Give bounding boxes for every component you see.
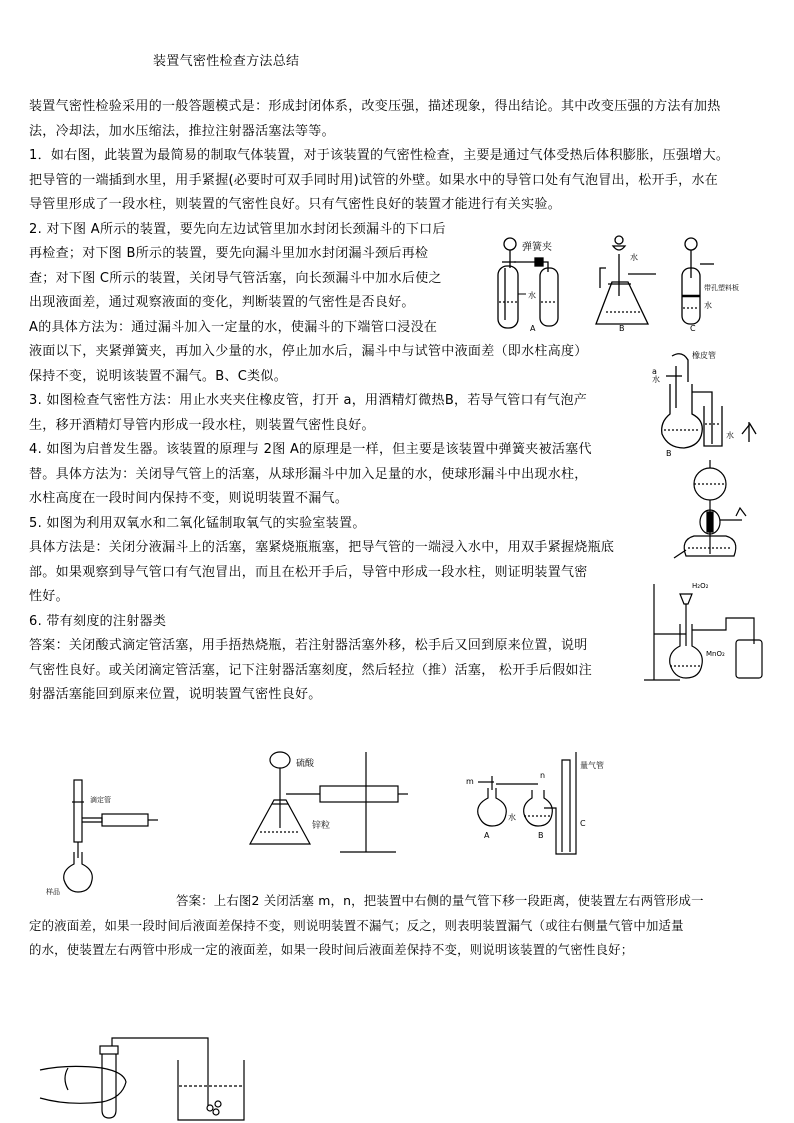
fig-label-b: B: [538, 831, 544, 840]
text-line: 3. 如图检查气密性方法：用止水夹夹住橡皮管，打开 a，用酒精灯微热B，若导气管口有气泡产: [29, 393, 588, 408]
fig-label-water-b: 水: [630, 253, 638, 262]
fig-label-water: 水: [508, 813, 516, 822]
figure-acid-zinc: [236, 748, 412, 858]
text-line: 生，移开酒精灯导管内形成一段水柱，则装置气密性良好。: [29, 417, 375, 433]
text-line: 部。如果观察到导气管口有气泡冒出，而且在松开手后，导管中形成一段水柱，则证明装置气密: [29, 564, 588, 580]
text-line: 出现液面差，通过观察液面的变化，判断装置的气密性是否良好。: [29, 295, 415, 310]
text-line: 查；对下图 C所示的装置，关闭导气管活塞，向长颈漏斗中加水后使之: [29, 270, 442, 286]
text-line: 射器活塞能回到原来位置，说明装置气密性良好。: [29, 687, 322, 702]
text-line: 性好。: [29, 589, 69, 604]
fig-label-rubber-tube: 橡皮管: [692, 351, 716, 360]
fig-label-spring-clip: 弹簧夹: [522, 242, 552, 253]
fig-label-sample: 样品: [46, 888, 60, 896]
figure-kipp-generator: [664, 458, 768, 568]
text-line: 液面以下，夹紧弹簧夹，再加入少量的水，停止加水后，漏斗中与试管中液面差（即水柱高度）: [29, 344, 588, 359]
fig-label-a: A: [484, 831, 490, 840]
text-line: 1．如右图，此装置为最简易的制取气体装置，对于该装置的气密性检查，主要是通过气体受热后体积膨胀，压强增大。: [29, 148, 730, 163]
fig-label-c: C: [580, 819, 586, 828]
fig-label-h2o2: H₂O₂: [692, 582, 709, 590]
figure-mno2-setup: [640, 574, 768, 684]
fig-label-water-c: 水: [704, 301, 712, 310]
page-title: 装置气密性检查方法总结: [153, 54, 300, 69]
fig-label-b: B: [666, 449, 672, 458]
text-line: 4. 如图为启普发生器。该装置的原理与 2图 A的原理是一样，但主要是该装置中弹簧夹被活塞代: [29, 442, 592, 457]
fig-label-zinc: 锌粒: [312, 821, 331, 831]
figure-heat-flask: [652, 346, 770, 458]
figure-abc-apparatus: [478, 228, 739, 333]
answer-line: 答案：上右图2 关闭活塞 m，n，把装置中右侧的量气管下移一段距离，使装置左右两管形成一: [176, 893, 704, 908]
text-line: 6. 带有刻度的注射器类: [29, 613, 167, 629]
text-line: 装置气密性检验采用的一般答题模式是：形成封闭体系，改变压强，描述现象，得出结论。其中改变压强的方法有加热: [29, 99, 721, 114]
text-line: 2. 对下图 A所示的装置，要先向左边试管里加水封闭长颈漏斗的下口后: [29, 221, 446, 237]
fig-label-c: C: [690, 324, 696, 333]
text-line: 气密性良好。或关闭滴定管活塞，记下注射器活塞刻度，然后轻拉（推）活塞， 松开手后假如注: [29, 662, 593, 678]
answer-line: 的水，使装置左右两管中形成一定的液面差，如果一段时间后液面差保持不变，则说明该装置的气密性良好；: [29, 942, 634, 957]
text-line: 答案：关闭酸式滴定管活塞，用手捂热烧瓶，若注射器活塞外移，松手后又回到原来位置，说明: [29, 638, 588, 653]
figure-gas-tube: [464, 748, 604, 862]
text-line: 水柱高度在一段时间内保持不变，则说明装置不漏气。: [29, 491, 349, 506]
figure-burette-syringe: [46, 778, 164, 898]
fig-label-a-small: a: [652, 367, 657, 376]
text-line: 把导管的一端插到水里，用手紧握(必要时可双手同时用)试管的外壁。如果水中的导管口处有气泡冒出，松开手，水在: [29, 172, 719, 188]
figure-hand-test-tube: [38, 1026, 250, 1122]
fig-label-m: m: [466, 777, 474, 786]
fig-label-water-left: 水: [652, 375, 660, 384]
text-line: 法，冷却法，加水压缩法，推拉注射器活塞法等等。: [29, 123, 335, 139]
text-line: 5. 如图为利用双氧水和二氧化锰制取氧气的实验室装置。: [29, 515, 366, 531]
fig-label-mno2: MnO₂: [706, 650, 725, 658]
text-line: 再检查；对下图 B所示的装置，要先向漏斗里加水封闭漏斗颈后再检: [29, 246, 429, 261]
answer-line: 定的液面差，如果一段时间后液面差保持不变，则说明装置不漏气；反之，则表明装置漏气（或往右侧量气管中加适量: [29, 917, 684, 933]
fig-label-acid: 硫酸: [296, 759, 315, 769]
fig-label-water: 水: [528, 291, 536, 300]
fig-label-water-right: 水: [726, 431, 734, 440]
fig-label-burette: 滴定管: [90, 796, 111, 804]
text-line: 具体方法是：关闭分液漏斗上的活塞，塞紧烧瓶瓶塞，把导气管的一端浸入水中，用双手紧握烧瓶底: [29, 540, 615, 555]
text-line: 保持不变，说明该装置不漏气。B、C类似。: [29, 368, 287, 384]
text-line: A的具体方法为：通过漏斗加入一定量的水，使漏斗的下端管口浸没在: [29, 319, 438, 335]
fig-label-tube: 量气管: [580, 761, 604, 770]
text-line: 替。具体方法为：关闭导气管上的活塞，从球形漏斗中加入足量的水，使球形漏斗中出现水柱，: [29, 466, 588, 482]
fig-label-b: B: [619, 324, 625, 333]
fig-label-n: n: [540, 771, 546, 780]
fig-label-stopper: 带孔塑料板: [704, 284, 739, 292]
text-line: 导管里形成了一段水柱，则装置的气密性良好。只有气密性良好的装置才能进行有关实验。: [29, 197, 562, 212]
fig-label-a: A: [530, 324, 536, 333]
